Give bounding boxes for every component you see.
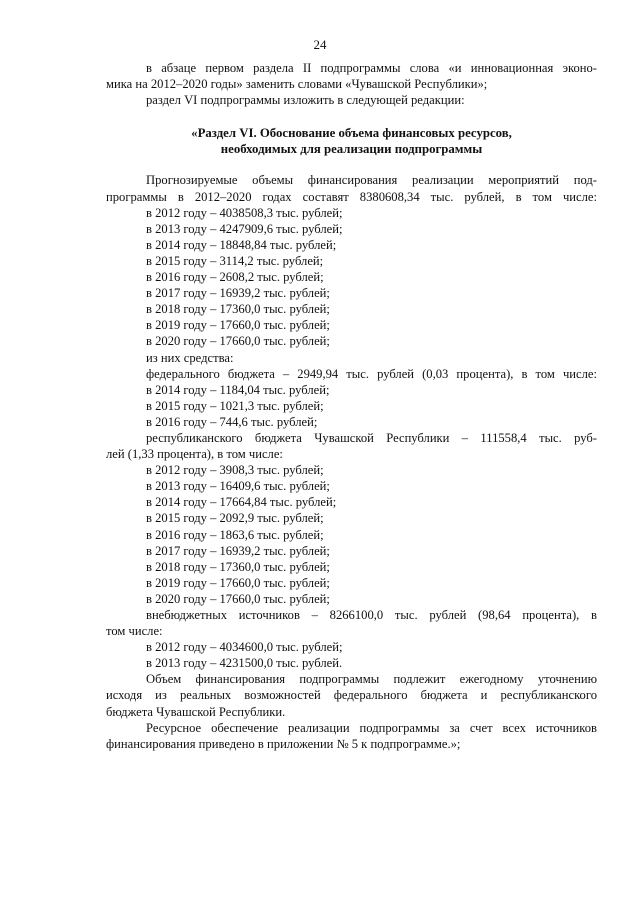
intro-line-2: мика на 2012–2020 годы» заменить словами «Чувашской Республики»; bbox=[106, 77, 488, 92]
spacer bbox=[106, 108, 597, 125]
republic-year-2016: в 2016 году – 1863,6 тыс. рублей; bbox=[146, 527, 324, 542]
total-year-2013: в 2013 году – 4247909,6 тыс. рублей; bbox=[146, 221, 343, 236]
total-year-2014: в 2014 году – 18848,84 тыс. рублей; bbox=[146, 237, 337, 252]
offbudget-year-2013: в 2013 году – 4231500,0 тыс. рублей. bbox=[146, 656, 343, 671]
republic-year-2018: в 2018 году – 17360,0 тыс. рублей; bbox=[146, 559, 330, 574]
closing-p2-line-1: Ресурсное обеспечение реализации подпрограммы за счет всех источников bbox=[146, 720, 597, 735]
closing-p2-line-2: финансирования приведено в приложении № 5 к подпрограмме.»; bbox=[106, 736, 461, 751]
offbudget-year-2012: в 2012 году – 4034600,0 тыс. рублей; bbox=[146, 640, 343, 655]
republic-year-2019: в 2019 году – 17660,0 тыс. рублей; bbox=[146, 575, 330, 590]
section-heading-line-1: «Раздел VI. Обоснование объема финансовых ресурсов, bbox=[191, 126, 512, 141]
federal-year-2015: в 2015 году – 1021,3 тыс. рублей; bbox=[146, 398, 324, 413]
republic-year-2017: в 2017 году – 16939,2 тыс. рублей; bbox=[146, 543, 330, 558]
closing-p1-line-3: бюджета Чувашской Республики. bbox=[106, 704, 286, 719]
offbudget-line-1: внебюджетных источников – 8266100,0 тыс. рублей (98,64 процента), в bbox=[146, 608, 597, 622]
federal-year-2016: в 2016 году – 744,6 тыс. рублей; bbox=[146, 414, 318, 429]
total-year-2012: в 2012 году – 4038508,3 тыс. рублей; bbox=[146, 205, 343, 220]
republic-year-2012: в 2012 году – 3908,3 тыс. рублей; bbox=[146, 463, 324, 478]
federal-budget-line: федерального бюджета – 2949,94 тыс. рублей (0,03 процента), в том числе: bbox=[146, 366, 597, 381]
total-year-2018: в 2018 году – 17360,0 тыс. рублей; bbox=[146, 302, 330, 317]
total-year-2017: в 2017 году – 16939,2 тыс. рублей; bbox=[146, 286, 330, 301]
total-line-2: программы в 2012–2020 годах составят 8380608,34 тыс. рублей, в том числе: bbox=[106, 189, 597, 204]
closing-p1-line-1: Объем финансирования подпрограммы подлежит ежегодному уточнению bbox=[146, 672, 597, 687]
total-year-2016: в 2016 году – 2608,2 тыс. рублей; bbox=[146, 270, 324, 285]
total-year-2020: в 2020 году – 17660,0 тыс. рублей; bbox=[146, 334, 330, 349]
intro-line-1: в абзаце первом раздела II подпрограммы слова «и инновационная эконо- bbox=[146, 61, 597, 75]
closing-p1-line-2: исходя из реальных возможностей федерального бюджета и республиканского bbox=[106, 688, 597, 703]
offbudget-line-2: том числе: bbox=[106, 624, 163, 639]
section-heading-line-2: необходимых для реализации подпрограммы bbox=[220, 142, 483, 157]
republic-year-2014: в 2014 году – 17664,84 тыс. рублей; bbox=[146, 495, 337, 510]
republic-budget-line-2: лей (1,33 процента), в том числе: bbox=[106, 447, 283, 462]
federal-year-2014: в 2014 году – 1184,04 тыс. рублей; bbox=[146, 382, 330, 397]
page-body bbox=[106, 60, 597, 752]
page-number: 24 bbox=[313, 37, 327, 52]
intro-line-3: раздел VI подпрограммы изложить в следующей редакции: bbox=[146, 93, 465, 108]
republic-year-2020: в 2020 году – 17660,0 тыс. рублей; bbox=[146, 591, 330, 606]
total-year-2019: в 2019 году – 17660,0 тыс. рублей; bbox=[146, 318, 330, 333]
total-year-2015: в 2015 году – 3114,2 тыс. рублей; bbox=[146, 253, 324, 268]
republic-budget-line-1: республиканского бюджета Чувашской Республики – 111558,4 тыс. руб- bbox=[146, 430, 597, 445]
total-line-1: Прогнозируемые объемы финансирования реализации мероприятий под- bbox=[146, 173, 597, 188]
spacer bbox=[106, 157, 597, 172]
sources-label: из них средства: bbox=[146, 350, 234, 365]
republic-year-2013: в 2013 году – 16409,6 тыс. рублей; bbox=[146, 479, 330, 494]
republic-year-2015: в 2015 году – 2092,9 тыс. рублей; bbox=[146, 511, 324, 526]
